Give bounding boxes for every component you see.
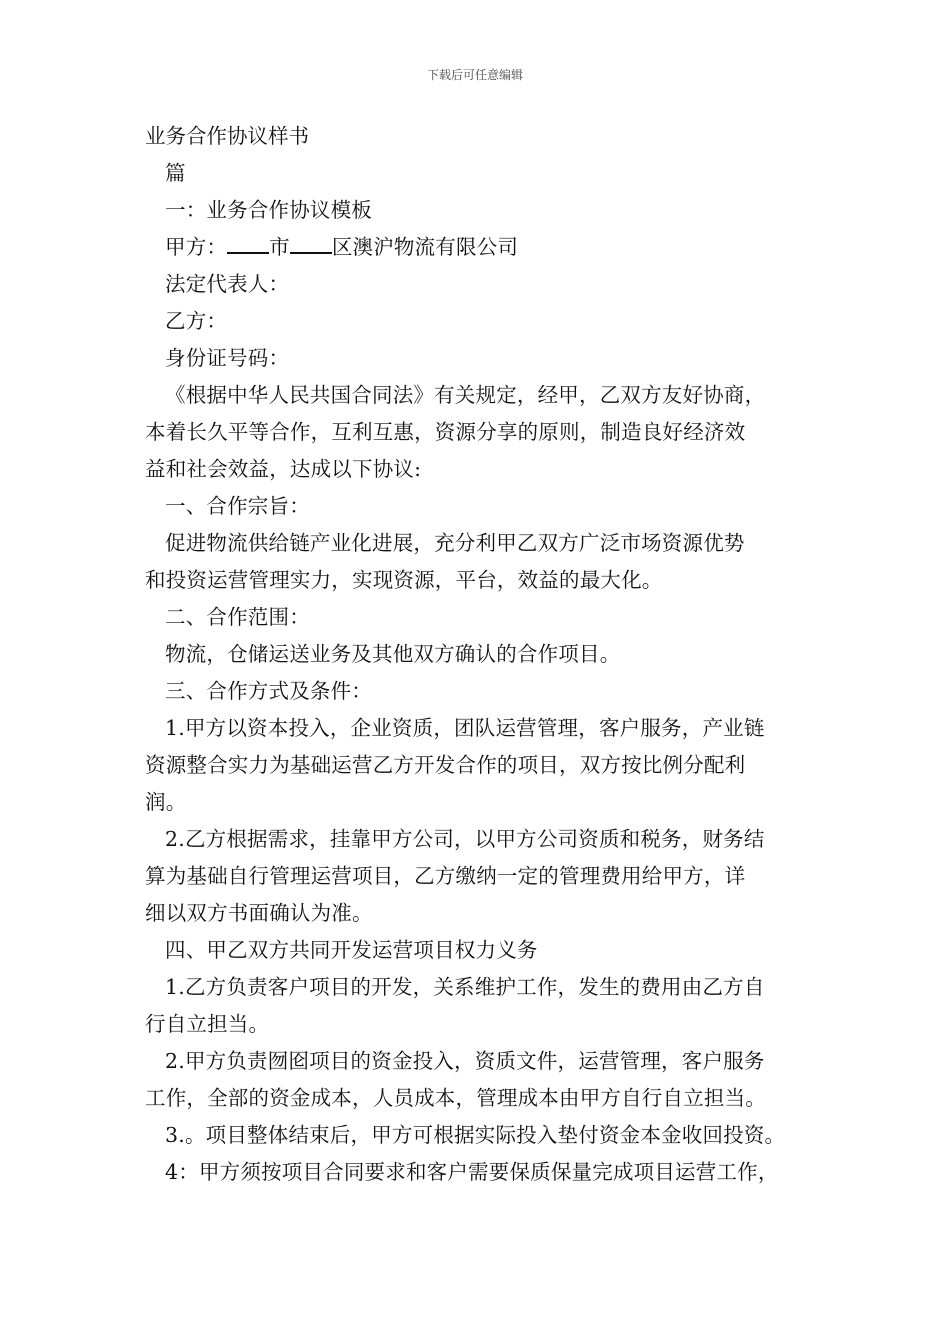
document-title: 业务合作协议样书 bbox=[145, 124, 309, 148]
paragraph-line: 4：甲方须按项目合同要求和客户需要保质保量完成项目运营工作， bbox=[165, 1160, 779, 1184]
paragraph-line: 润。 bbox=[145, 790, 187, 814]
party-a-label: 甲方： bbox=[165, 235, 228, 259]
paragraph-line: 1.甲方以资本投入，企业资质，团队运营管理，客户服务，产业链 bbox=[165, 716, 765, 740]
paragraph-line: 一：业务合作协议模板 bbox=[165, 198, 372, 222]
section-heading: 一、合作宗旨： bbox=[165, 494, 310, 518]
paragraph-line: 篇 bbox=[165, 161, 186, 185]
paragraph-line: 行自立担当。 bbox=[145, 1012, 270, 1036]
city-blank bbox=[227, 236, 269, 254]
paragraph-line: 工作，全部的资金成本，人员成本，管理成本由甲方自行自立担当。 bbox=[145, 1086, 766, 1110]
section-heading: 二、合作范围： bbox=[165, 605, 310, 629]
section-heading: 四、甲乙双方共同开发运营项目权力义务 bbox=[165, 938, 538, 962]
paragraph-line: 算为基础自行管理运营项目，乙方缴纳一定的管理费用给甲方，详 bbox=[145, 864, 746, 888]
company-name: 区澳沪物流有限公司 bbox=[331, 235, 519, 259]
paragraph-line: 本着长久平等合作，互利互惠，资源分享的原则，制造良好经济效 bbox=[145, 420, 746, 444]
paragraph-line: 益和社会效益，达成以下协议: bbox=[145, 457, 422, 481]
paragraph-line: 身份证号码： bbox=[165, 346, 290, 370]
party-a-line bbox=[145, 229, 825, 266]
document-body bbox=[145, 118, 825, 1191]
paragraph-line: 3.。项目整体结束后，甲方可根据实际投入垫付资金本金收回投资。 bbox=[165, 1123, 786, 1147]
paragraph-line: 和投资运营管理实力，实现资源，平台，效益的最大化。 bbox=[145, 568, 663, 592]
district-blank bbox=[290, 236, 332, 254]
paragraph-line: 法定代表人： bbox=[165, 272, 290, 296]
paragraph-line: 细以双方书面确认为准。 bbox=[145, 901, 373, 925]
paragraph-line: 《根据中华人民共国合同法》有关规定，经甲，乙双方友好协商， bbox=[165, 383, 766, 407]
section-heading: 三、合作方式及条件： bbox=[165, 679, 372, 703]
paragraph-line: 2.乙方根据需求，挂靠甲方公司，以甲方公司资质和税务，财务结 bbox=[165, 827, 765, 851]
page-header-note: 下载后可任意编辑 bbox=[426, 68, 523, 82]
paragraph-line: 资源整合实力为基础运营乙方开发合作的项目，双方按比例分配利 bbox=[145, 753, 746, 777]
paragraph-line: 2.甲方负责囫囵项目的资金投入，资质文件，运营管理，客户服务 bbox=[165, 1049, 765, 1073]
paragraph-line: 1.乙方负责客户项目的开发，关系维护工作，发生的费用由乙方自 bbox=[165, 975, 765, 999]
paragraph-line: 促进物流供给链产业化进展，充分利甲乙双方广泛市场资源优势 bbox=[165, 531, 745, 555]
paragraph-line: 物流，仓储运送业务及其他双方确认的合作项目。 bbox=[165, 642, 621, 666]
city-suffix: 市 bbox=[269, 235, 290, 259]
paragraph-line: 乙方： bbox=[165, 309, 228, 333]
